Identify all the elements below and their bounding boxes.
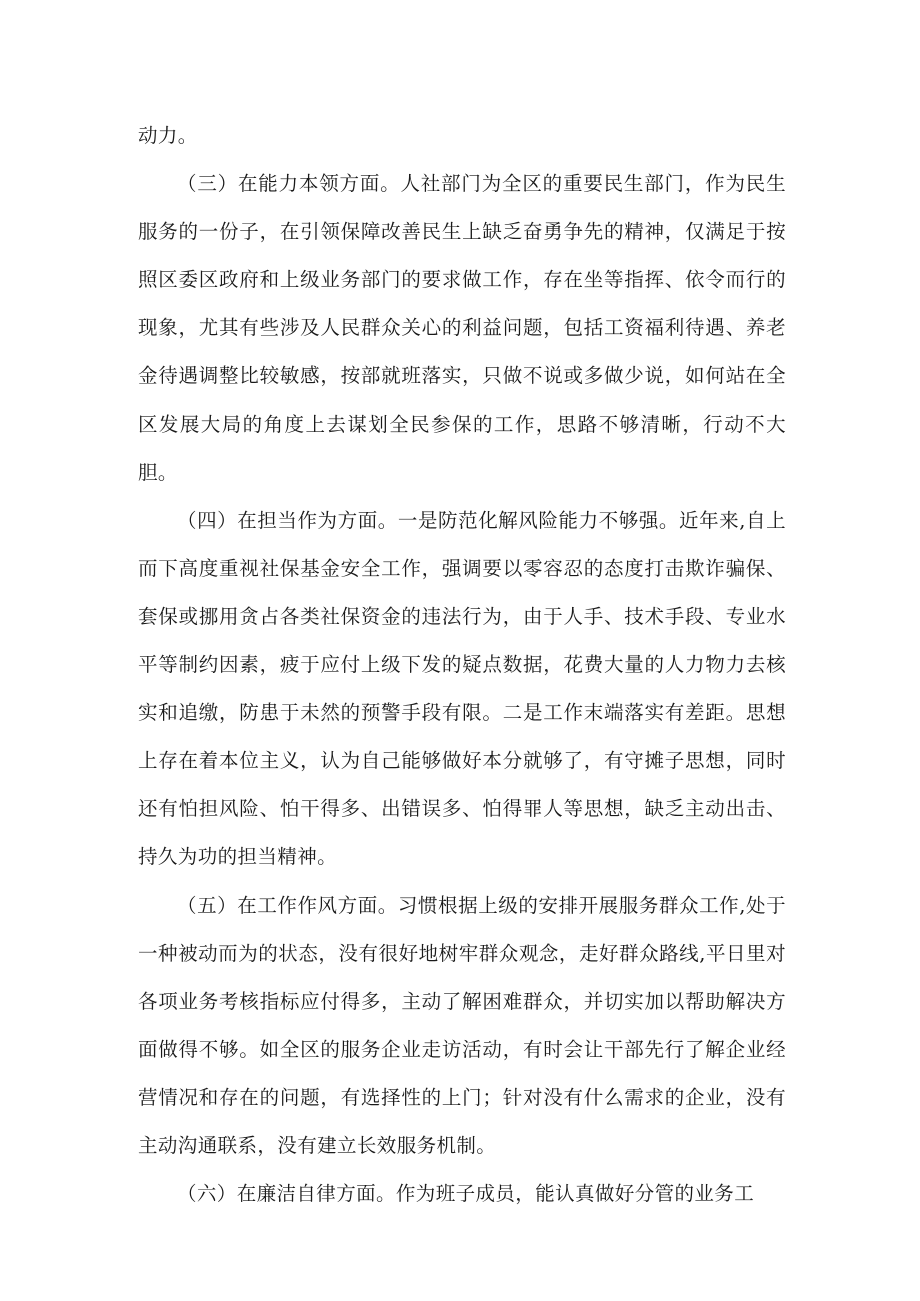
document-body	[138, 112, 786, 1218]
paragraph-continuation: 动力。	[138, 124, 198, 147]
paragraph-integrity: （六）在廉洁自律方面。作为班子成员，能认真做好分管的业务工	[177, 1182, 755, 1206]
paragraph-responsibility: （四）在担当作为方面。一是防范化解风险能力不够强。近年来,自上而下高度重视社保基金安全工作，强调要以零容忍的态度打击欺诈骗保、套保或挪用贪占各类社保资金的违法行为，由于人手、技术手段、专业水平等制约因素，疲于应付上级下发的疑点数据，花费大量的人力物力去核实和追缴，防患于未然的预警手段有限。二是工作末端落实有差距。思想上存在着本位主义，认为自己能够做好本分就够了，有守摊子思想，同时还有怕担风险、怕干得多、出错误多、怕得罪人等思想，缺乏主动出击、持久为功的担当精神。	[138, 508, 786, 869]
paragraph-ability: （三）在能力本领方面。人社部门为全区的重要民生部门，作为民生服务的一份子，在引领保障改善民生上缺乏奋勇争先的精神，仅满足于按照区委区政府和上级业务部门的要求做工作，存在坐等指挥、依令而行的现象，尤其有些涉及人民群众关心的利益问题，包括工资福利待遇、养老金待遇调整比较敏感，按部就班落实，只做不说或多做少说，如何站在全区发展大局的角度上去谋划全民参保的工作，思路不够清晰，行动不大胆。	[138, 172, 786, 484]
paragraph-work-style: （五）在工作作风方面。习惯根据上级的安排开展服务群众工作,处于一种被动而为的状态，没有很好地树牢群众观念，走好群众路线,平日里对各项业务考核指标应付得多，主动了解困难群众，并切实加以帮助解决方面做得不够。如全区的服务企业走访活动，有时会让干部先行了解企业经营情况和存在的问题，有选择性的上门；针对没有什么需求的企业，没有主动沟通联系，没有建立长效服务机制。	[138, 893, 786, 1157]
